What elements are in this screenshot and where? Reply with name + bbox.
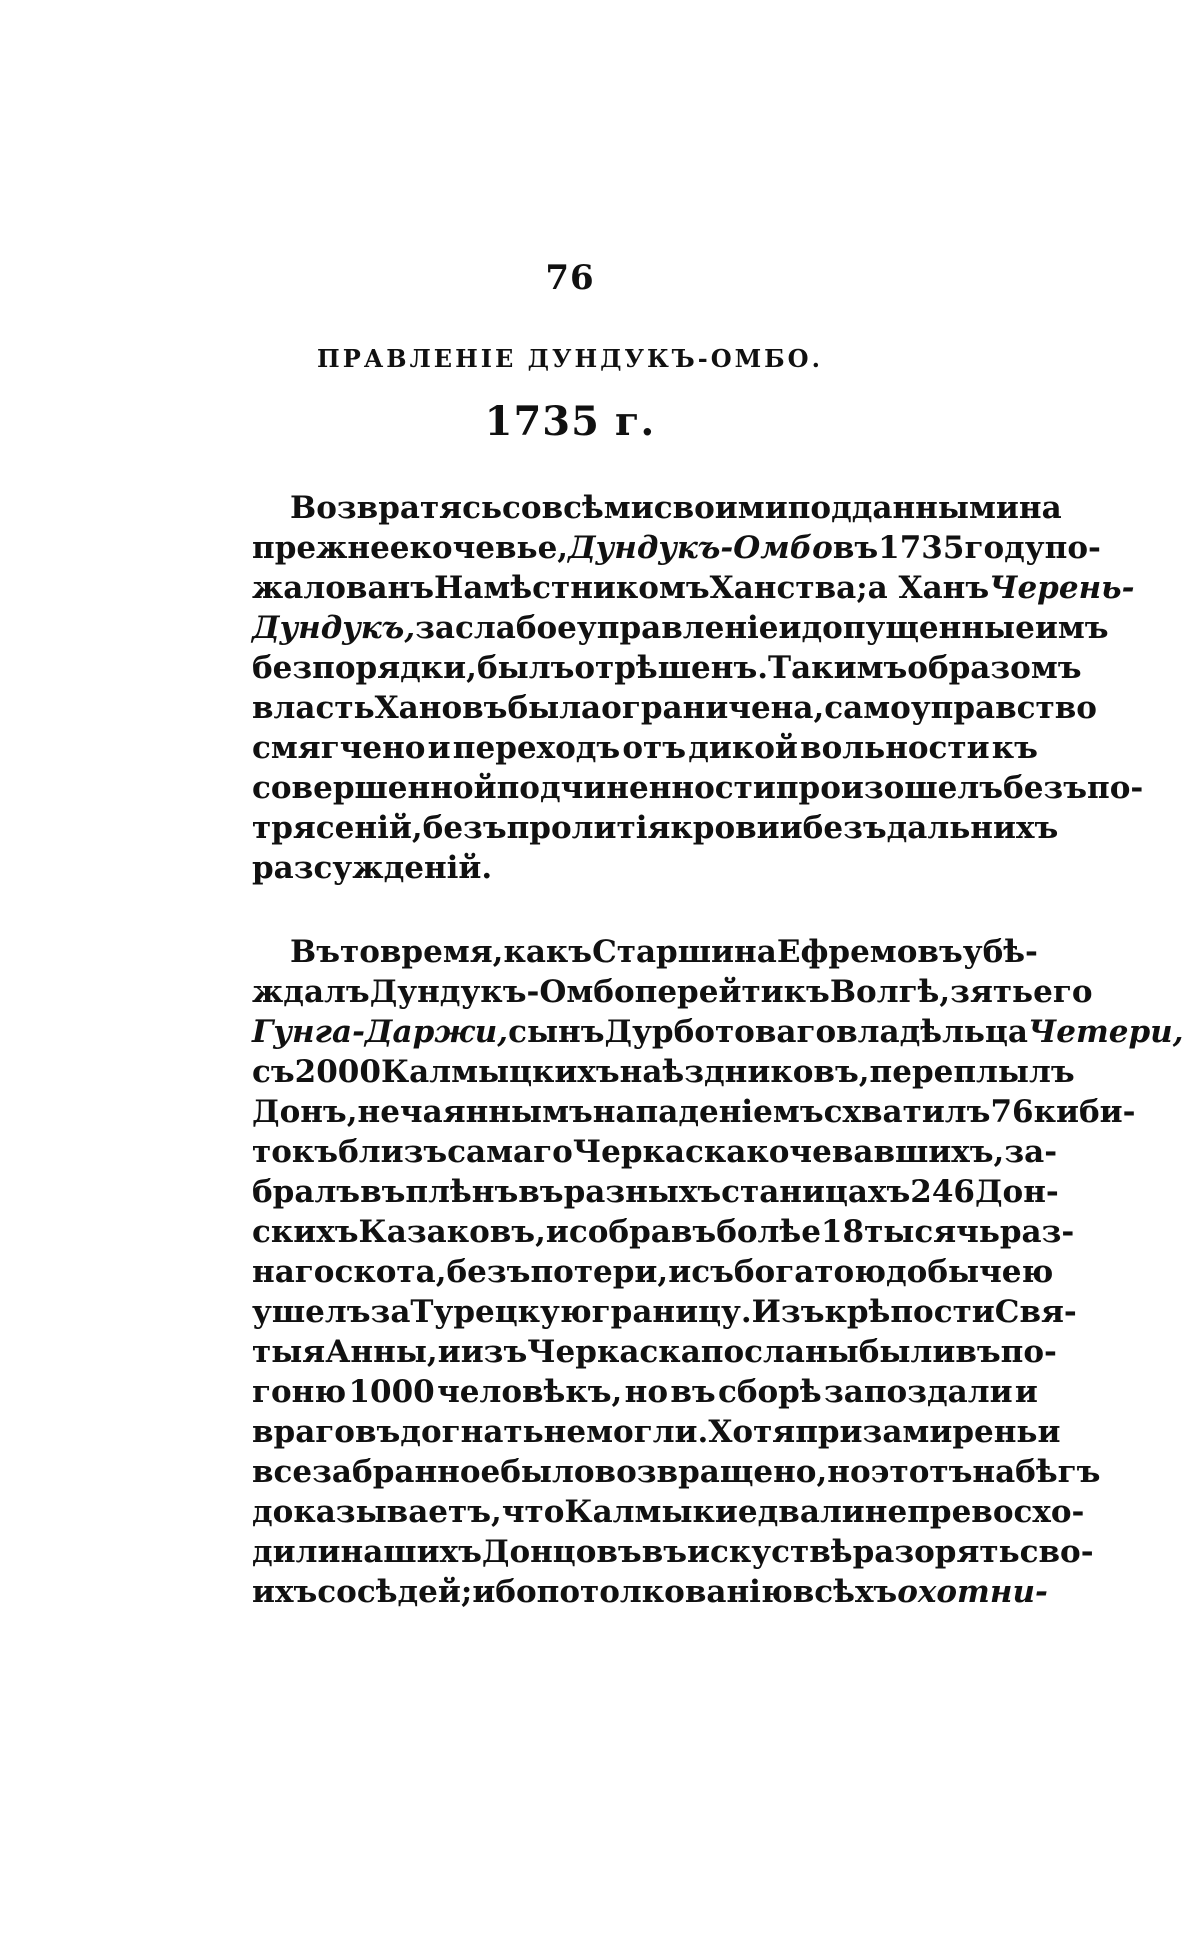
word: самаго (447, 1134, 573, 1170)
word: въ (641, 1534, 688, 1570)
text-line (252, 1212, 1075, 1252)
word: трясеній, (252, 810, 423, 846)
word: сборѣ (717, 1374, 822, 1410)
word: слабое (455, 610, 577, 646)
word: едва (737, 1494, 820, 1530)
word: своими (653, 490, 788, 526)
word: за (415, 610, 455, 646)
text-line (252, 932, 1038, 972)
word: самоуправство (824, 690, 1097, 726)
word: все (252, 1454, 313, 1490)
word: было (500, 1454, 595, 1490)
word: съ (252, 1054, 295, 1090)
word: на (1018, 490, 1062, 526)
word: разныхъ (563, 1174, 722, 1210)
word: ибо (472, 1574, 537, 1610)
word: и (668, 1254, 692, 1290)
word: произошелъ (775, 770, 1004, 806)
word: потери, (530, 1254, 669, 1290)
word: не (543, 1414, 587, 1450)
word: 1735 (878, 530, 965, 566)
word: за (370, 1294, 411, 1330)
word: Дон- (974, 1174, 1059, 1210)
text-line (252, 1292, 1077, 1332)
word: по- (1087, 770, 1144, 806)
text-line (252, 1572, 1048, 1612)
text-line (252, 528, 1101, 568)
word: но (827, 1454, 871, 1490)
text-line (252, 1452, 1101, 1492)
word: ушелъ (252, 1294, 371, 1330)
word: прежнее (252, 530, 410, 566)
text-line (252, 848, 1038, 888)
word: Въ (290, 934, 340, 970)
word: безъ (422, 810, 507, 846)
word: нападеніемъ (592, 1094, 824, 1130)
word: искуствѣ (687, 1534, 853, 1570)
word: въ (832, 530, 879, 566)
paragraph (252, 932, 1184, 1612)
word: 76 (990, 1094, 1034, 1130)
word: по- (1000, 1334, 1057, 1370)
word: ограничена, (601, 690, 825, 726)
word: всѣми (541, 490, 654, 526)
word: и (427, 730, 451, 766)
word: какъ (503, 934, 593, 970)
word: въ (360, 1174, 406, 1210)
word: къ (783, 974, 830, 1010)
word: безъ (446, 1254, 531, 1290)
word: Хотя (708, 1414, 796, 1450)
word: за- (1004, 1134, 1058, 1170)
word: скота, (334, 1254, 447, 1290)
word: тысячь (864, 1214, 1000, 1250)
word: Волгѣ, (829, 974, 951, 1010)
word: киби- (1033, 1094, 1136, 1130)
word: при (795, 1414, 863, 1450)
word: 2000 (294, 1054, 381, 1090)
word: разсужденій. (252, 850, 493, 886)
word: по (536, 1574, 581, 1610)
word: и (545, 1214, 569, 1250)
word: болѣе (716, 1214, 821, 1250)
text-line (252, 568, 1135, 608)
text-line (252, 488, 1062, 528)
text-line (252, 768, 1144, 808)
word: превосхо- (907, 1494, 1085, 1530)
word: зять (950, 974, 1034, 1010)
word: 246 (910, 1174, 975, 1210)
text-line (252, 1052, 1075, 1092)
word: гоню (252, 1374, 347, 1410)
text-line (252, 1092, 1136, 1132)
word: безъ (1003, 770, 1087, 806)
word: безпорядки, (252, 650, 477, 686)
word: доказываетъ, (252, 1494, 502, 1530)
word: разорять (852, 1534, 1020, 1570)
word: границу. (591, 1294, 752, 1330)
text-line (252, 1252, 1054, 1292)
word: отрѣшенъ. (574, 650, 769, 686)
word: переплылъ (869, 1054, 1075, 1090)
word: близъ (338, 1134, 448, 1170)
text-line (252, 1132, 1058, 1172)
word: Намѣстникомъ (434, 570, 710, 606)
word: Дундукъ, (252, 610, 416, 646)
word: жалованъ (252, 570, 435, 606)
word: его (1033, 974, 1093, 1010)
chapter-title: ПРАВЛЕНІЕ ДУНДУКЪ-ОМБО. (317, 344, 823, 373)
word: Изъ (751, 1294, 825, 1330)
word: Анны, (325, 1334, 438, 1370)
word: въ (670, 1374, 716, 1410)
word: раз- (999, 1214, 1075, 1250)
word: 1000 (348, 1374, 435, 1410)
word: забранное (312, 1454, 501, 1490)
word: Ханства; (709, 570, 868, 606)
word: Дундукъ-Омбо (568, 530, 833, 566)
word: совершенной (252, 770, 497, 806)
text-line (252, 1012, 1184, 1052)
word: время, (379, 934, 504, 970)
word: враговъ (252, 1414, 401, 1450)
word: дикой (688, 730, 798, 766)
word: Казаковъ, (358, 1214, 546, 1250)
word: подчиненности (496, 770, 776, 806)
word: управленіе (576, 610, 779, 646)
word: пролитія (506, 810, 671, 846)
word: и (437, 1334, 461, 1370)
word: Свя- (994, 1294, 1077, 1330)
word: и (1014, 1374, 1038, 1410)
word: Донъ, (252, 1094, 358, 1130)
word: переходъ (452, 730, 621, 766)
text-line (252, 1412, 1061, 1452)
word: схватилъ (823, 1094, 991, 1130)
word: станицахъ (721, 1174, 911, 1210)
word: кочевье, (409, 530, 569, 566)
word: Дурботоваго (604, 1014, 837, 1050)
text-line (252, 808, 1059, 848)
word: подданными (787, 490, 1019, 526)
word: замиреньи (862, 1414, 1061, 1450)
word: всѣхъ (792, 1574, 898, 1610)
word: собравъ (568, 1214, 717, 1250)
word: догнать (400, 1414, 544, 1450)
word: 18 (820, 1214, 865, 1250)
word: убѣ- (962, 934, 1038, 970)
word: была (507, 690, 602, 726)
word: добычею (885, 1254, 1054, 1290)
word: Хановъ (374, 690, 508, 726)
word: тыя (252, 1334, 326, 1370)
word: со (502, 490, 542, 526)
word: ли (819, 1494, 865, 1530)
word: кочевавшихъ, (746, 1134, 1005, 1170)
word: крови (670, 810, 780, 846)
word: плѣнъ (405, 1174, 519, 1210)
text-line (252, 972, 1093, 1012)
word: нечаяннымъ (357, 1094, 593, 1130)
word: ихъ (252, 1574, 318, 1610)
word: владѣльца (836, 1014, 1028, 1050)
word: этотъ (870, 1454, 973, 1490)
word: Гунга-Даржи, (252, 1014, 509, 1050)
word: наго (252, 1254, 335, 1290)
text-line (252, 648, 1082, 688)
text-line (252, 1172, 1059, 1212)
word: а Ханъ (867, 570, 990, 606)
word: Черень- (989, 570, 1135, 606)
text-line (252, 608, 1109, 648)
word: Такимъ (768, 650, 908, 686)
word: безъ (802, 810, 887, 846)
word: крѣпости (824, 1294, 995, 1330)
word: что (501, 1494, 565, 1530)
word: возвращено, (594, 1454, 828, 1490)
word: Калмыки (564, 1494, 738, 1530)
text-line (252, 1332, 1057, 1372)
word: посланы (700, 1334, 859, 1370)
word: Дундукъ-Омбо (369, 974, 635, 1010)
word: и (779, 810, 803, 846)
word: набѣгъ (972, 1454, 1101, 1490)
word: былъ (476, 650, 575, 686)
word: образомъ (907, 650, 1082, 686)
word: Калмыцкихъ (380, 1054, 620, 1090)
word: скихъ (252, 1214, 359, 1250)
word: бралъ (252, 1174, 361, 1210)
word: сынъ (508, 1014, 605, 1050)
word: охотни- (897, 1574, 1048, 1610)
word: то (339, 934, 380, 970)
page-number: 76 (545, 258, 595, 298)
text-line (252, 1492, 1085, 1532)
word: Донцовъ (481, 1534, 642, 1570)
word: сосѣдей; (317, 1574, 473, 1610)
word: Четери, (1027, 1014, 1184, 1050)
word: по- (1044, 530, 1101, 566)
word: дили (252, 1534, 341, 1570)
word: богатою (733, 1254, 886, 1290)
word: Возвратясь (290, 490, 502, 526)
word: не (864, 1494, 908, 1530)
word: и (778, 610, 802, 646)
word: году (964, 530, 1045, 566)
word: вольности (800, 730, 990, 766)
word: но (624, 1374, 668, 1410)
word: въ (518, 1174, 564, 1210)
paragraph (252, 488, 1144, 888)
text-line (252, 688, 1097, 728)
text-line (252, 1532, 1094, 1572)
word: Ефремовъ (776, 934, 963, 970)
word: отъ (622, 730, 687, 766)
word: нашихъ (340, 1534, 482, 1570)
word: съ (691, 1254, 734, 1290)
word: допущенные (801, 610, 1035, 646)
text-line (252, 1372, 1038, 1412)
word: Черкаска (572, 1134, 747, 1170)
word: дальнихъ (886, 810, 1059, 846)
word: власть (252, 690, 375, 726)
year-heading: 1735 г. (484, 398, 656, 445)
word: Старшина (592, 934, 777, 970)
word: изъ (460, 1334, 528, 1370)
word: запоздали (823, 1374, 1013, 1410)
word: къ (991, 730, 1038, 766)
word: толкованію (580, 1574, 793, 1610)
word: были (858, 1334, 956, 1370)
word: въ (955, 1334, 1001, 1370)
word: токъ (252, 1134, 339, 1170)
word: могли. (586, 1414, 709, 1450)
text-line (252, 728, 1038, 768)
word: имъ (1034, 610, 1109, 646)
word: наѣздниковъ, (619, 1054, 870, 1090)
word: человѣкъ, (437, 1374, 623, 1410)
word: Турецкую (410, 1294, 592, 1330)
word: перейти (634, 974, 784, 1010)
word: Черкаска (527, 1334, 701, 1370)
word: ждалъ (252, 974, 370, 1010)
word: сво- (1019, 1534, 1094, 1570)
word: смягчено (252, 730, 426, 766)
